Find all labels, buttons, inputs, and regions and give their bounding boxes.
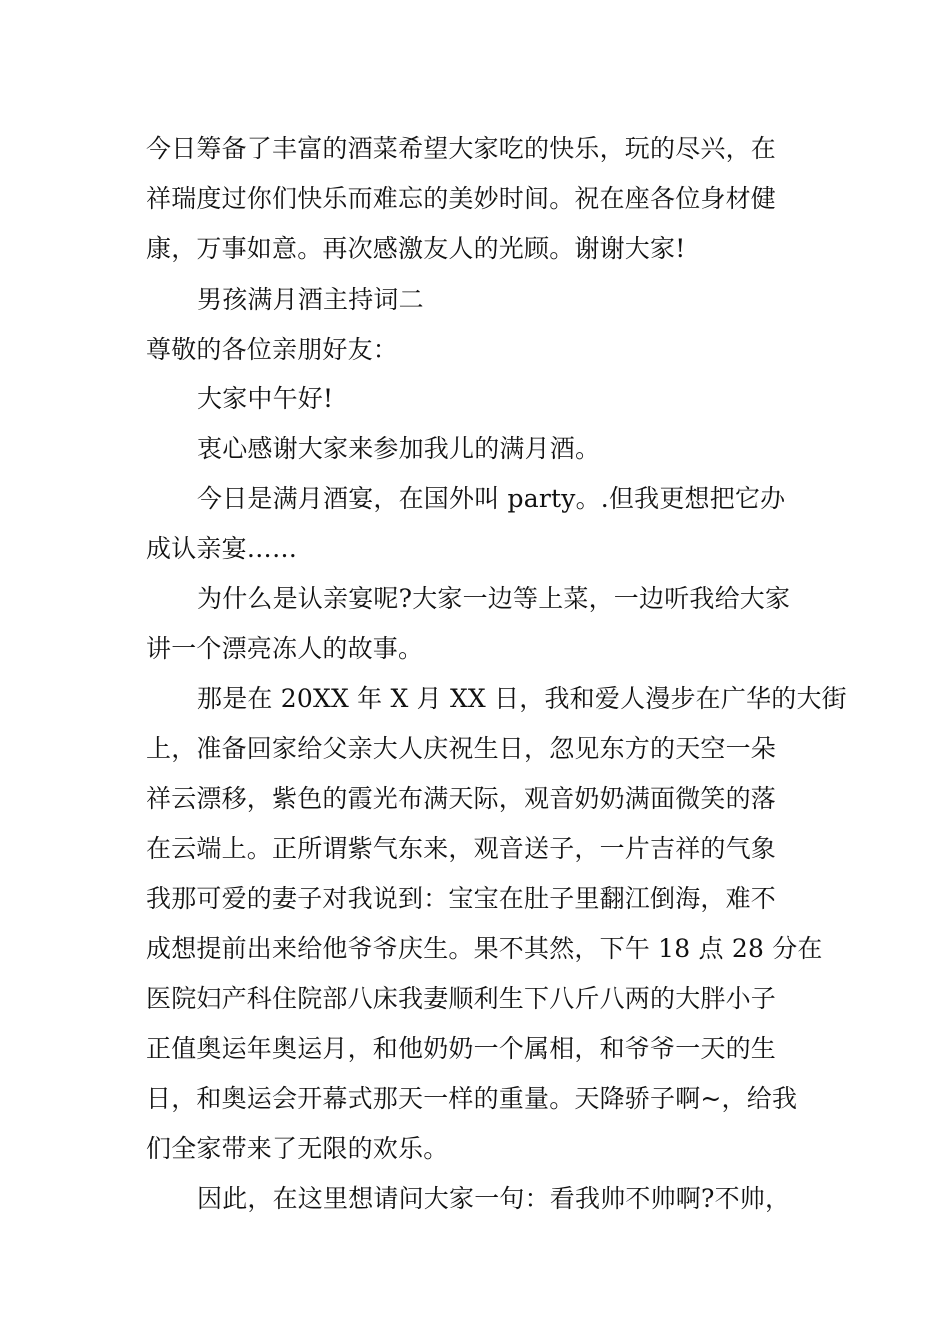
- text-line-16: 我那可爱的妻子对我说到：宝宝在肚子里翻江倒海，难不: [146, 884, 777, 913]
- text-line-1: 今日筹备了丰富的酒菜希望大家吃的快乐，玩的尽兴，在: [146, 134, 777, 163]
- text-line-8: 今日是满月酒宴，在国外叫 party。.但我更想把它办: [197, 484, 786, 513]
- text-line-7: 衷心感谢大家来参加我儿的满月酒。: [197, 434, 601, 463]
- text-line-11: 讲一个漂亮冻人的故事。: [146, 634, 424, 663]
- text-line-18: 医院妇产科住院部八床我妻顺利生下八斤八两的大胖小子: [146, 984, 777, 1013]
- text-line-17: 成想提前出来给他爷爷庆生。果不其然，下午 18 点 28 分在: [146, 934, 823, 963]
- text-line-14: 祥云漂移，紫色的霞光布满天际，观音奶奶满面微笑的落: [146, 784, 777, 813]
- text-line-15: 在云端上。正所谓紫气东来，观音送子，一片吉祥的气象: [146, 834, 777, 863]
- text-line-20: 日，和奥运会开幕式那天一样的重量。天降骄子啊~，给我: [146, 1084, 798, 1113]
- text-line-2: 祥瑞度过你们快乐而难忘的美妙时间。祝在座各位身材健: [146, 184, 777, 213]
- text-line-9: 成认亲宴……: [146, 534, 298, 563]
- text-line-6: 大家中午好!: [197, 384, 334, 413]
- text-line-13: 上，准备回家给父亲大人庆祝生日，忽见东方的天空一朵: [146, 734, 777, 763]
- text-line-21: 们全家带来了无限的欢乐。: [146, 1134, 449, 1163]
- section-title: 男孩满月酒主持词二: [197, 285, 424, 314]
- text-line-22: 因此，在这里想请问大家一句：看我帅不帅啊?不帅，: [197, 1184, 791, 1213]
- text-line-12: 那是在 20XX 年 X 月 XX 日，我和爱人漫步在广华的大街: [197, 684, 847, 713]
- salutation: 尊敬的各位亲朋好友：: [146, 335, 399, 364]
- text-line-19: 正值奥运年奥运月，和他奶奶一个属相，和爷爷一天的生: [146, 1034, 777, 1063]
- text-line-10: 为什么是认亲宴呢?大家一边等上菜，一边听我给大家: [197, 584, 791, 613]
- text-line-3: 康，万事如意。再次感激友人的光顾。谢谢大家!: [146, 234, 686, 263]
